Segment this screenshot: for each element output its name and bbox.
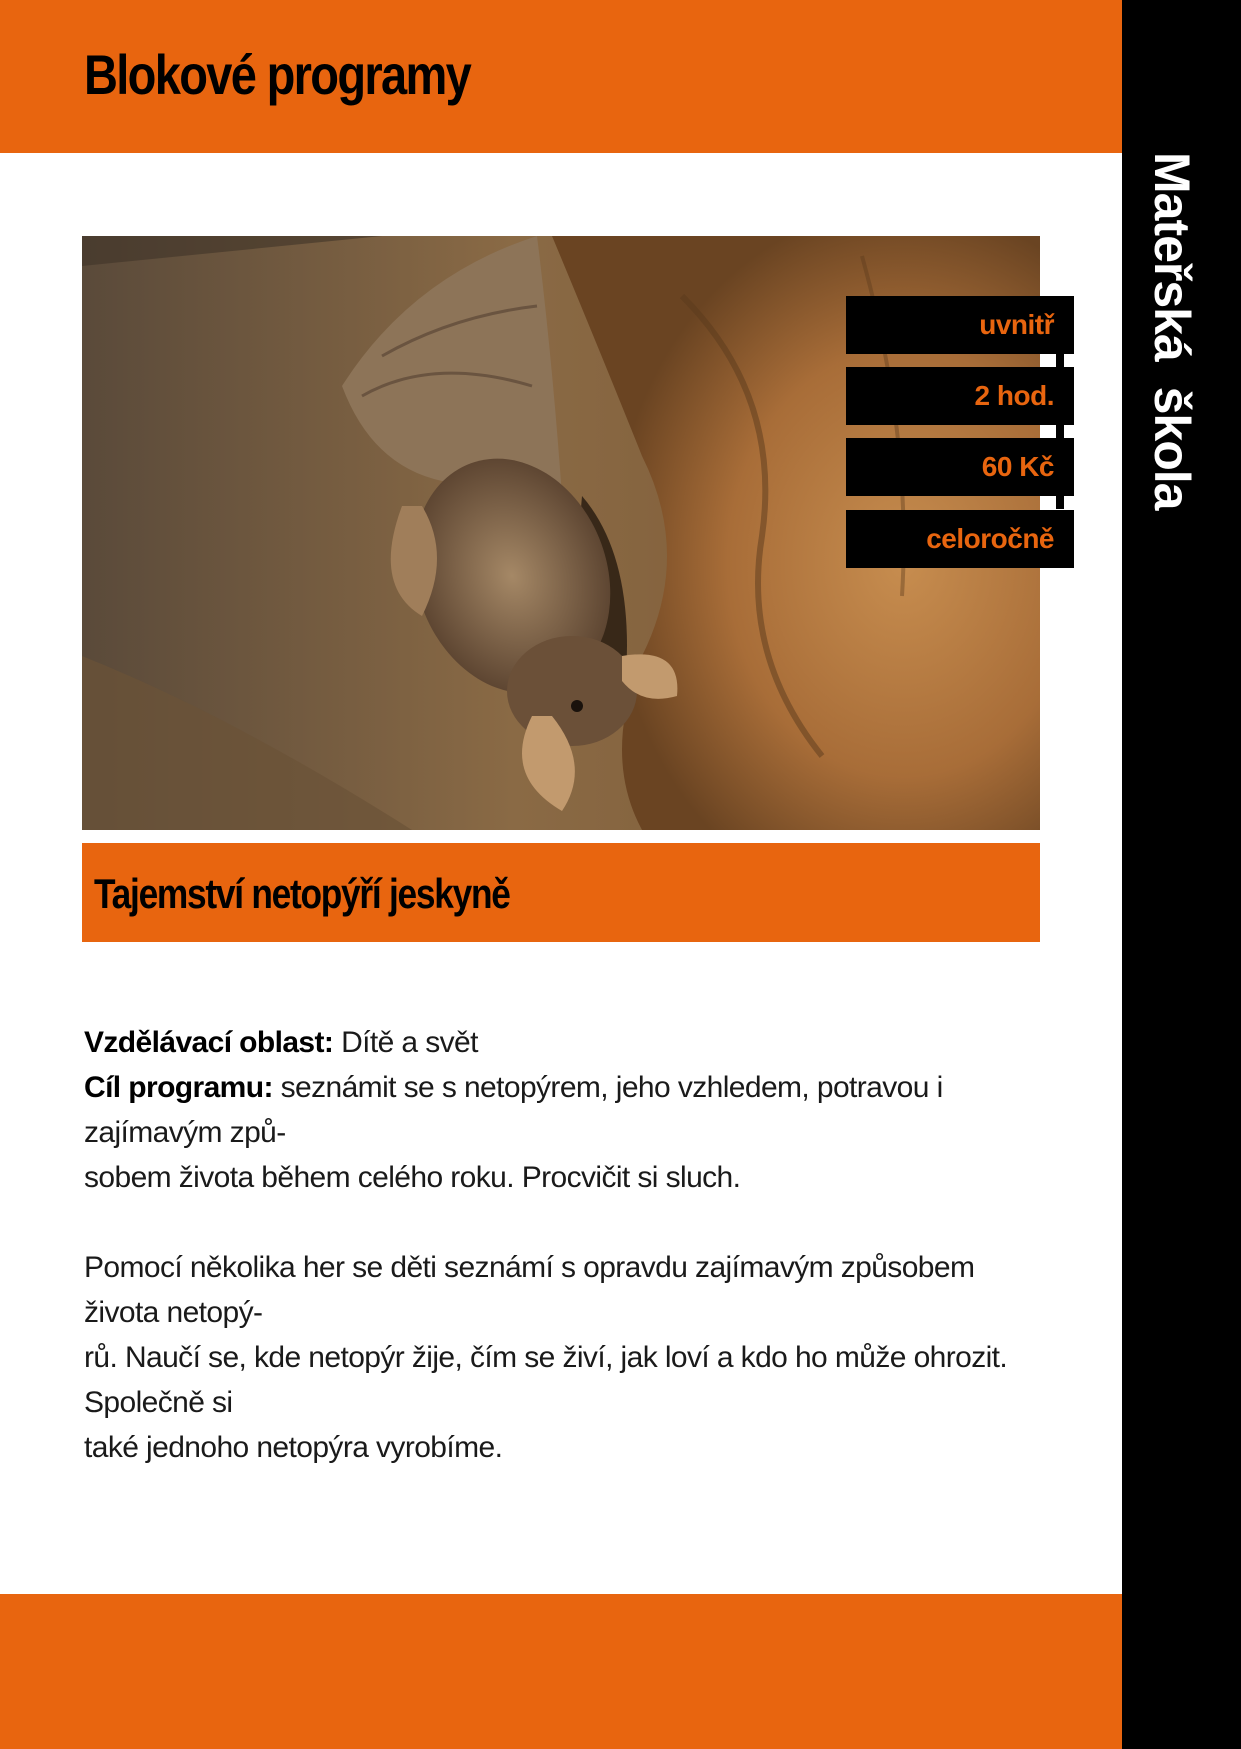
program-info-tabs (846, 296, 1074, 568)
desc-line-3: také jednoho netopýra vyrobíme. (84, 1431, 503, 1464)
desc-line-2: rů. Naučí se, kde netopýr žije, čím se živí, jak loví a kdo ho může ohrozit. Společně si (84, 1341, 1008, 1419)
area-label: Vzdělávací oblast: (84, 1026, 334, 1059)
program-title: Tajemství netopýří jeskyně (94, 870, 510, 917)
tab-connector (1056, 496, 1064, 509)
price-tag: 60 Kč (846, 438, 1074, 496)
area-line (84, 1020, 1044, 1065)
location-tag: uvnitř (846, 296, 1074, 354)
page-title: Blokové programy (84, 43, 471, 106)
goal-label: Cíl programu: (84, 1071, 273, 1104)
sidebar-label: Mateřská škola (1144, 152, 1200, 510)
season-tag: celoročně (846, 510, 1074, 568)
goal-text-1: seznámit se s netopýrem, jeho vzhledem, potravou i zajímavým způ- (84, 1071, 943, 1149)
footer-band (0, 1594, 1122, 1749)
goal-text-2: sobem života během celého roku. Procvičit si sluch. (84, 1161, 741, 1194)
duration-tag: 2 hod. (846, 367, 1074, 425)
area-value: Dítě a svět (341, 1026, 478, 1059)
program-description (84, 1020, 1044, 1470)
goal-line (84, 1065, 1044, 1155)
tab-connector (1056, 354, 1064, 367)
tab-connector (1056, 425, 1064, 438)
desc-line-1: Pomocí několika her se děti seznámí s opravdu zajímavým způsobem života netopý- (84, 1251, 975, 1329)
